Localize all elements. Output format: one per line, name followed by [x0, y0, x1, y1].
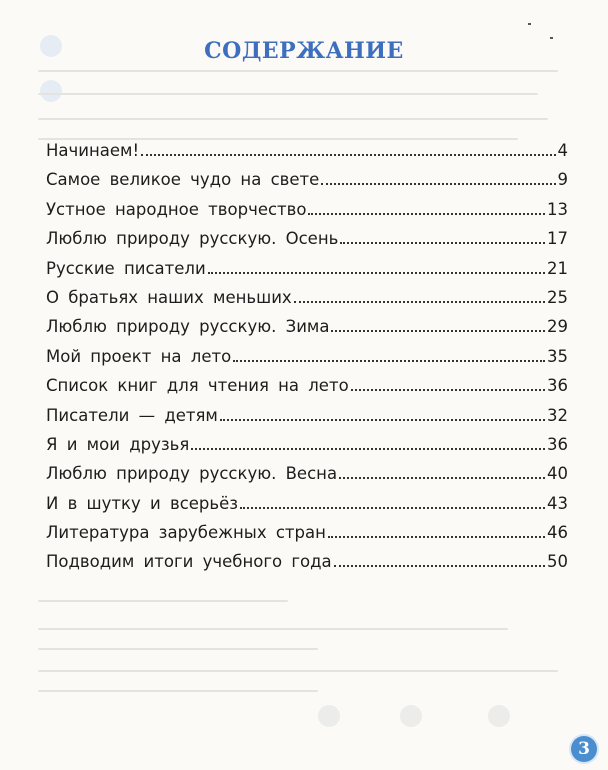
toc-entry[interactable]	[46, 347, 568, 376]
dot-leader	[351, 389, 545, 391]
toc-entry-title: О братьях наших меньших	[46, 287, 292, 307]
page-number-badge	[571, 736, 597, 762]
toc-entry[interactable]	[46, 435, 568, 464]
toc-entry[interactable]	[46, 523, 568, 552]
ghost-sun-icon	[318, 705, 340, 727]
toc-entry[interactable]	[46, 259, 568, 288]
toc-entry-page: 17	[547, 229, 568, 249]
ghost-line	[38, 70, 558, 72]
toc-entry-title: Список книг для чтения на лето	[46, 376, 349, 396]
dot-leader	[328, 536, 545, 538]
dot-leader	[340, 242, 545, 244]
dot-leader	[208, 272, 545, 274]
dot-leader	[321, 183, 555, 185]
toc-entry-title: Я и мои друзья	[46, 434, 190, 454]
toc-entry-title: Устное народное творчество	[46, 199, 307, 219]
dot-leader	[334, 565, 545, 567]
toc-entry[interactable]	[46, 288, 568, 317]
toc-entry-title: Мой проект на лето	[46, 346, 232, 366]
page-title: СОДЕРЖАНИЕ	[204, 38, 404, 64]
dot-leader	[141, 154, 555, 156]
toc-entry[interactable]	[46, 141, 568, 170]
toc-entry[interactable]	[46, 200, 568, 229]
toc-entry-title: Писатели — детям	[46, 405, 218, 425]
toc-entry[interactable]	[46, 552, 568, 581]
ghost-line	[38, 628, 508, 630]
ghost-bullet-second	[40, 80, 62, 102]
toc-entry-page: 29	[547, 317, 568, 337]
ghost-line	[38, 648, 318, 650]
toc-entry-title: Люблю природу русскую. Зима	[46, 317, 330, 337]
toc-entry-page: 32	[547, 405, 568, 425]
toc-entry-page: 36	[547, 434, 568, 454]
toc-entry-page: 25	[547, 287, 568, 307]
toc-entry[interactable]	[46, 376, 568, 405]
table-of-contents	[46, 141, 568, 582]
toc-entry-title: Литература зарубежных стран	[46, 523, 326, 543]
page-number: 3	[578, 739, 590, 759]
ghost-sun-icon	[400, 705, 422, 727]
dot-leader	[331, 330, 545, 332]
toc-entry-title: Русские писатели	[46, 258, 206, 278]
toc-entry-title: Люблю природу русскую. Весна	[46, 464, 338, 484]
toc-entry[interactable]	[46, 229, 568, 258]
toc-entry[interactable]	[46, 494, 568, 523]
ghost-line	[38, 118, 548, 120]
toc-entry[interactable]	[46, 464, 568, 493]
print-speck	[528, 23, 531, 25]
ghost-line	[38, 670, 558, 672]
toc-entry-title: Подводим итоги учебного года	[46, 552, 332, 572]
dot-leader	[220, 419, 545, 421]
toc-entry-page: 43	[547, 493, 568, 513]
toc-entry-title: Люблю природу русскую. Осень	[46, 229, 339, 249]
ghost-sun-icon	[488, 705, 510, 727]
dot-leader	[294, 301, 545, 303]
toc-entry-page: 35	[547, 346, 568, 366]
toc-entry-title: Начинаем!	[46, 141, 140, 160]
toc-entry-page: 13	[547, 199, 568, 219]
dot-leader	[191, 448, 545, 450]
toc-entry[interactable]	[46, 317, 568, 346]
dot-leader	[339, 477, 545, 479]
toc-entry[interactable]	[46, 406, 568, 435]
toc-entry-page: 21	[547, 258, 568, 278]
toc-entry-page: 46	[547, 523, 568, 543]
ghost-line	[38, 600, 288, 602]
toc-entry-title: И в шутку и всерьёз	[46, 493, 239, 513]
ghost-line	[38, 93, 538, 95]
toc-entry-page: 4	[557, 141, 568, 160]
toc-entry-page: 36	[547, 376, 568, 396]
ghost-line	[38, 138, 518, 140]
toc-entry-page: 40	[547, 464, 568, 484]
toc-entry-title: Самое великое чудо на свете	[46, 170, 320, 190]
ghost-line	[38, 690, 318, 692]
toc-entry-page: 50	[547, 552, 568, 572]
dot-leader	[233, 360, 545, 362]
dot-leader	[308, 213, 545, 215]
dot-leader	[240, 507, 545, 509]
toc-entry[interactable]	[46, 170, 568, 199]
toc-entry-page: 9	[557, 170, 568, 190]
